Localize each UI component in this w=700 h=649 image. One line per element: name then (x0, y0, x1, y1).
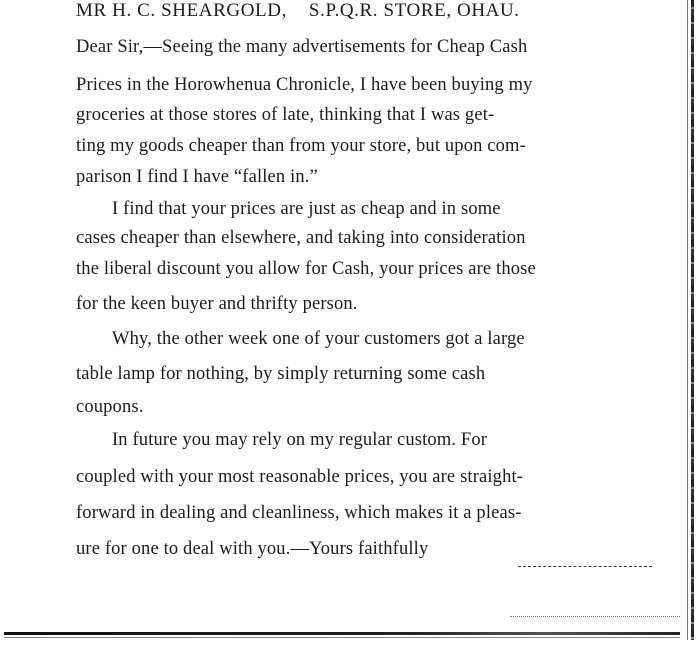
column-rule-thin (687, 0, 688, 640)
letter-line: cases cheaper than elsewhere, and taking into consideration (76, 228, 526, 248)
store-address: S.P.Q.R. STORE, OHAU. (308, 0, 520, 21)
letter-line: the liberal discount you allow for Cash, your prices are those (76, 259, 536, 279)
letter-line: parison I find I have “fallen in.” (76, 167, 318, 187)
letter-line: Dear Sir,—Seeing the many advertisements for Cheap Cash (76, 37, 528, 57)
letter-line: ting my goods cheaper than from your store, but upon com- (76, 136, 526, 156)
signature-line (518, 566, 652, 568)
letter-line: Prices in the Horowhenua Chronicle, I have been buying my (76, 75, 533, 95)
letter-line: ure for one to deal with you.—Yours faithfully (76, 539, 429, 559)
letter-heading (76, 0, 520, 22)
addressee-name: MR H. C. SHEARGOLD, (76, 0, 287, 21)
bottom-rule-thin (4, 637, 680, 638)
bottom-rule (4, 632, 680, 635)
letter-line: Why, the other week one of your customers got a large (112, 329, 525, 349)
letter-line: forward in dealing and cleanliness, which makes it a pleas- (76, 503, 522, 523)
letter-line: table lamp for nothing, by simply returning some cash (76, 364, 486, 384)
dotted-rule (510, 616, 680, 618)
letter-line: In future you may rely on my regular custom. For (112, 430, 488, 450)
letter-line: coupled with your most reasonable prices, you are straight- (76, 467, 524, 487)
letter-line: for the keen buyer and thrifty person. (76, 294, 358, 314)
letter-line: coupons. (76, 397, 144, 417)
column-rule (691, 0, 694, 640)
letter-line: groceries at those stores of late, thinking that I was get- (76, 105, 495, 125)
letter-line: I find that your prices are just as cheap and in some (112, 199, 501, 219)
